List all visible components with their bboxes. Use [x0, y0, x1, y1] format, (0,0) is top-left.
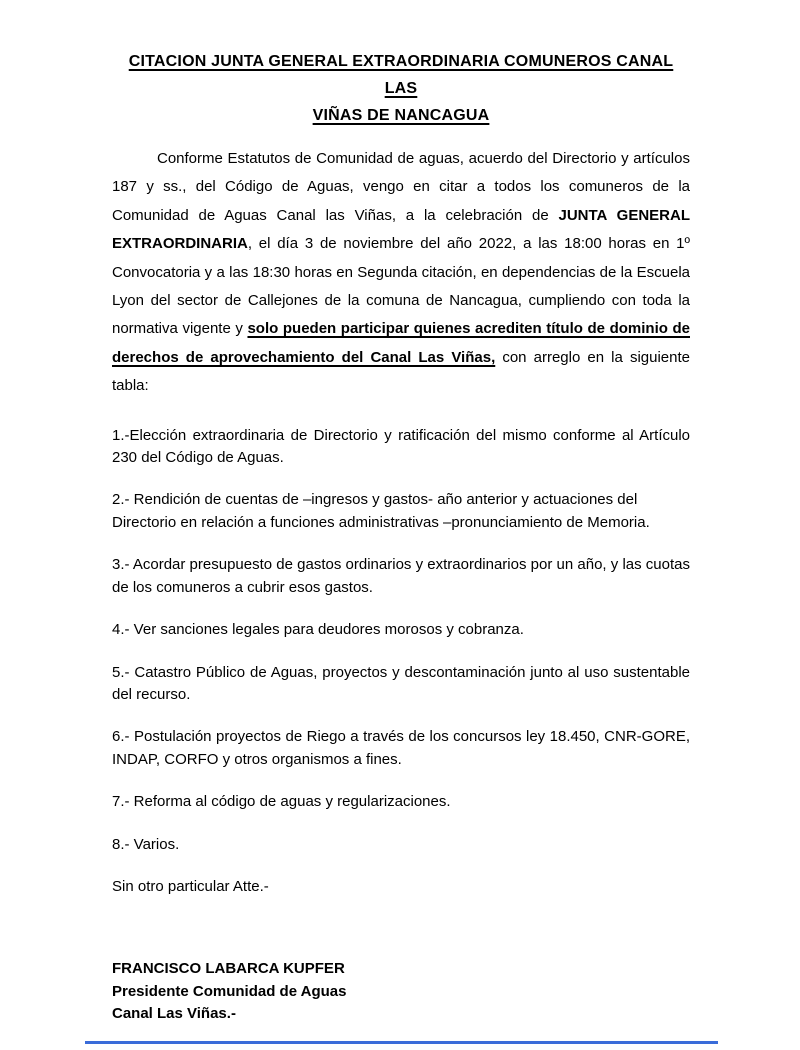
agenda-item-3: 3.- Acordar presupuesto de gastos ordinarios y extraordinarios por un año, y las cuotas de los comuneros a cubrir esos gastos.	[112, 556, 690, 596]
agenda-item-2: 2.- Rendición de cuentas de –ingresos y gastos- año anterior y actuaciones del Directorio en relación a funciones administrativas –pronunciamiento de Memoria.	[112, 491, 650, 531]
closing-line: Sin otro particular Atte.-	[112, 877, 269, 895]
agenda-item-1: 1.-Elección extraordinaria de Directorio y ratificación del mismo conforme al Artículo 230 del Código de Aguas.	[112, 426, 690, 467]
document-title-line-1: CITACION JUNTA GENERAL EXTRAORDINARIA COMUNEROS CANAL LAS	[128, 53, 674, 97]
signatory-name: FRANCISCO LABARCA KUPFER	[112, 960, 345, 978]
signatory-title: Presidente Comunidad de Aguas	[112, 982, 347, 1000]
document-title-line-2: VIÑAS DE NANCAGUA	[312, 107, 490, 124]
agenda-item-6: 6.- Postulación proyectos de Riego a través de los concursos ley 18.450, CNR-GORE, INDAP, CORFO y otros organismos a fines.	[112, 728, 690, 768]
document-title	[112, 48, 690, 129]
agenda-list	[112, 425, 690, 856]
agenda-item-8: 8.- Varios.	[112, 835, 180, 853]
signature-block	[112, 958, 690, 1025]
signatory-organization: Canal Las Viñas.-	[112, 1005, 236, 1023]
agenda-item-4: 4.- Ver sanciones legales para deudores morosos y cobranza.	[112, 621, 524, 639]
page-bottom-rule	[85, 1041, 718, 1044]
intro-paragraph: Conforme Estatutos de Comunidad de aguas, acuerdo del Directorio y artículos 187 y ss., del Código de Aguas, vengo en citar a todos los comuneros de la Comunidad de Aguas Canal las Viñas, a la celebración de JUNTA GENERAL EXTRAORDINARIA, el día 3 de noviembre del año 2022, a las 18:00 horas en 1º Convocatoria y a las 18:30 horas en Segunda citación, en dependencias de la Escuela Lyon del sector de Callejones de la comuna de Nancagua, cumpliendo con toda la normativa vigente y solo pueden participar quienes acrediten título de dominio de derechos de aprovechamiento del Canal Las Viñas, con arreglo en la siguiente tabla:	[112, 150, 690, 395]
agenda-item-7: 7.- Reforma al código de aguas y regularizaciones.	[112, 793, 451, 811]
agenda-item-5: 5.- Catastro Público de Aguas, proyectos y descontaminación junto al uso sustentable del recurso.	[112, 663, 690, 703]
